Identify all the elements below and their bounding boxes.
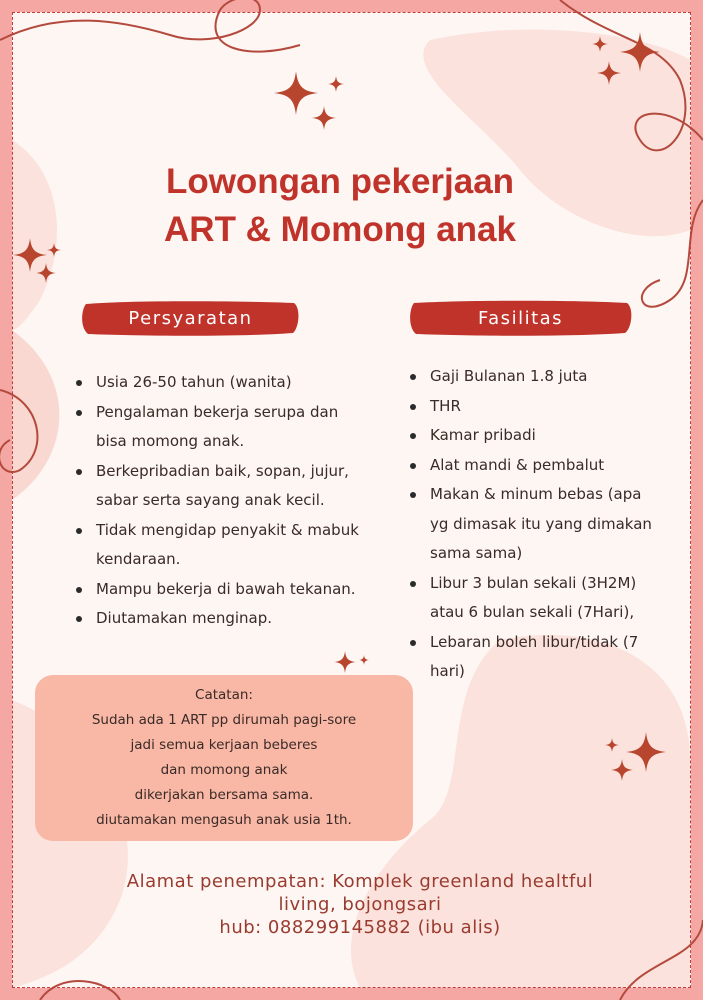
catatan-label: Catatan: bbox=[195, 687, 253, 703]
list-item: THR bbox=[410, 392, 680, 422]
list-item-continuation: kendaraan. bbox=[96, 550, 181, 568]
list-item-continuation: hari) bbox=[430, 662, 465, 680]
sparkle-icon bbox=[312, 106, 336, 130]
list-item: Usia 26-50 tahun (wanita) bbox=[76, 368, 396, 398]
list-item: Diutamakan menginap. bbox=[76, 604, 396, 634]
persyaratan-heading-text: Persyaratan bbox=[128, 307, 253, 329]
list-item-continuation: atau 6 bulan sekali (7Hari), bbox=[430, 603, 635, 621]
squiggle-line bbox=[0, 0, 300, 52]
list-item-continuation: sabar serta sayang anak kecil. bbox=[96, 491, 325, 509]
catatan-line: diutamakan mengasuh anak usia 1th. bbox=[96, 812, 352, 828]
list-item: Libur 3 bulan sekali (3H2M) bbox=[410, 569, 680, 599]
sparkle-icon bbox=[328, 76, 344, 92]
poster-title-line2: ART & Momong anak bbox=[164, 210, 516, 249]
list-item: Alat mandi & pembalut bbox=[410, 451, 680, 481]
fasilitas-list bbox=[410, 362, 680, 687]
catatan-line: jadi semua kerjaan beberes bbox=[130, 737, 318, 753]
fasilitas-heading-text: Fasilitas bbox=[477, 307, 564, 329]
list-item: Berkepribadian baik, sopan, jujur, bbox=[76, 457, 396, 487]
list-item: Mampu bekerja di bawah tekanan. bbox=[76, 575, 396, 605]
contact-line: hub: 088299145882 (ibu alis) bbox=[219, 917, 501, 938]
alamat-line2: living, bojongsari bbox=[278, 894, 442, 915]
blob-shape bbox=[423, 30, 690, 237]
alamat-line1: Alamat penempatan: Komplek greenland healtful bbox=[126, 871, 594, 892]
list-item-continuation: yg dimasak itu yang dimakan bbox=[430, 514, 652, 533]
list-item-continuation: sama sama) bbox=[430, 544, 523, 562]
persyaratan-heading bbox=[80, 298, 301, 338]
catatan-note bbox=[35, 675, 413, 841]
catatan-line: dikerjakan bersama sama. bbox=[134, 787, 314, 803]
catatan-line: Sudah ada 1 ART pp dirumah pagi-sore bbox=[91, 712, 357, 728]
persyaratan-list bbox=[76, 368, 396, 634]
squiggle-line bbox=[40, 981, 120, 1000]
sparkle-icon bbox=[359, 655, 369, 665]
list-item: Gaji Bulanan 1.8 juta bbox=[410, 362, 680, 392]
sparkle-icon bbox=[274, 71, 318, 115]
fasilitas-heading bbox=[408, 298, 633, 338]
list-item: Makan & minum bebas (apa bbox=[410, 480, 680, 510]
blob-shape bbox=[12, 330, 59, 500]
poster-title-line1: Lowongan pekerjaan bbox=[165, 162, 515, 201]
sparkle-icon bbox=[334, 651, 356, 673]
list-item: Lebaran boleh libur/tidak (7 bbox=[410, 628, 680, 658]
list-item-continuation: bisa momong anak. bbox=[96, 432, 245, 450]
catatan-line: dan momong anak bbox=[160, 762, 288, 778]
list-item: Tidak mengidap penyakit & mabuk bbox=[76, 516, 396, 546]
list-item: Pengalaman bekerja serupa dan bbox=[76, 398, 396, 428]
list-item: Kamar pribadi bbox=[410, 421, 680, 451]
